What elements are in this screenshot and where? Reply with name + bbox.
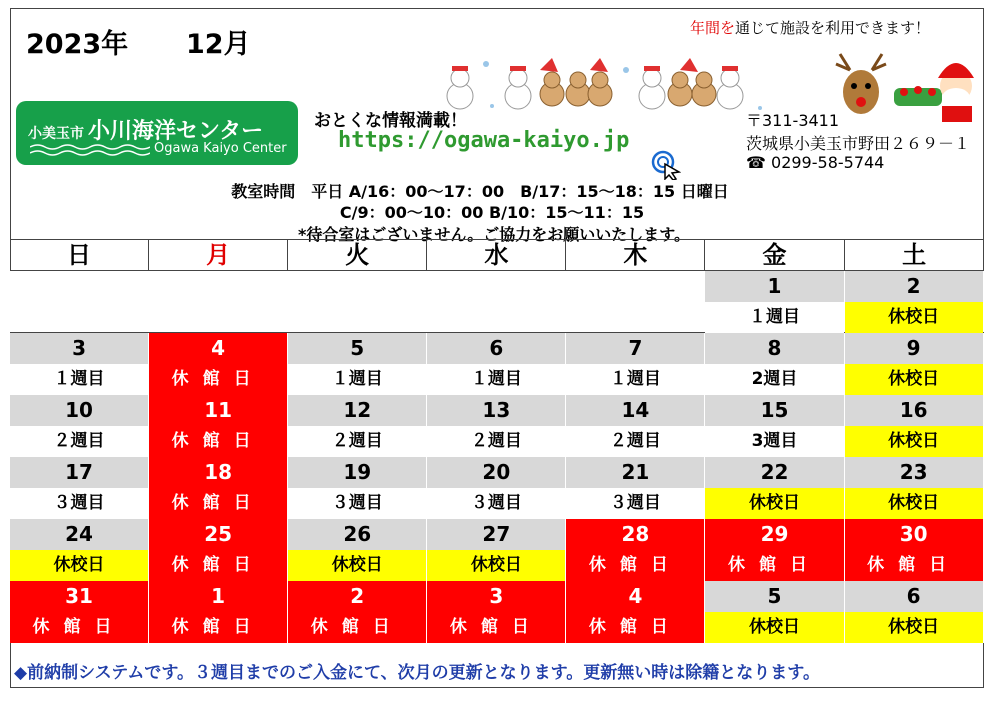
day-status: 休館日 <box>149 364 287 395</box>
calendar-day[interactable] <box>149 457 288 518</box>
calendar-day[interactable] <box>10 581 149 642</box>
calendar-day[interactable] <box>288 581 427 642</box>
calendar-day <box>566 271 705 332</box>
day-number: 6 <box>845 581 983 612</box>
year-round-notice <box>690 17 930 38</box>
weekday-thu: 木 <box>566 240 705 270</box>
calendar-day[interactable] <box>705 395 844 456</box>
weekday-sat: 土 <box>902 241 927 269</box>
day-status: ３週目 <box>427 488 565 519</box>
day-number: 17 <box>10 457 148 488</box>
calendar-day[interactable] <box>10 395 149 456</box>
calendar-day[interactable] <box>288 519 427 580</box>
calendar-day[interactable] <box>705 333 844 394</box>
day-status: 休館日 <box>705 550 843 581</box>
notice-rest: 施設を利用できます！ <box>780 19 931 37</box>
footer-note: ◆前納制システムです。３週目までのご入金にて、次月の更新となります。更新無い時は除籍となります。 <box>14 663 820 683</box>
day-number: 30 <box>845 519 983 550</box>
calendar-day[interactable] <box>566 581 705 642</box>
day-status: 休館日 <box>566 612 704 643</box>
day-number: 14 <box>566 395 704 426</box>
waiting-room-note: *待合室はございません。ご協力をお願いいたします。 <box>297 225 691 244</box>
day-number: 1 <box>149 581 287 612</box>
day-status: 休校日 <box>288 550 426 581</box>
weekday-mon: 月 <box>149 240 288 270</box>
class-hours-line1: 教室時間 平日 A/16：00～17：00 B/17：15～18：15 日曜日 <box>231 182 729 201</box>
day-status: 休校日 <box>845 488 983 519</box>
class-hours-line2: C/9：00～10：00 B/10：15～11：15 <box>339 203 645 222</box>
calendar-day <box>10 271 149 332</box>
calendar-day[interactable] <box>427 457 566 518</box>
day-number: 8 <box>705 333 843 364</box>
weekday-header <box>10 239 984 271</box>
day-number: 25 <box>149 519 287 550</box>
day-number: 7 <box>566 333 704 364</box>
postal-code: 〒311-3411 <box>746 111 840 130</box>
day-status: １週目 <box>10 364 148 395</box>
day-status: 休館日 <box>427 612 565 643</box>
day-number: 26 <box>288 519 426 550</box>
calendar-day[interactable] <box>845 519 984 580</box>
day-status: 休館日 <box>10 612 148 643</box>
calendar-day[interactable] <box>845 457 984 518</box>
day-number: 27 <box>427 519 565 550</box>
day-status: ２週目 <box>288 426 426 457</box>
weekday-wed: 水 <box>427 240 566 270</box>
phone-number: ☎ 0299-58-5744 <box>746 153 885 172</box>
calendar-day[interactable] <box>845 271 984 332</box>
calendar-day[interactable] <box>149 333 288 394</box>
snowman-decoration-icon <box>440 58 770 118</box>
logo-city: 小美玉市 <box>28 126 84 142</box>
day-number: 4 <box>566 581 704 612</box>
day-status: 休校日 <box>427 550 565 581</box>
calendar-day[interactable] <box>566 457 705 518</box>
calendar-day[interactable] <box>427 519 566 580</box>
info-label: おとくな情報満載！ <box>314 111 467 131</box>
day-number: 15 <box>705 395 843 426</box>
calendar-week <box>10 333 984 395</box>
logo-en-name: Ogawa Kaiyo Center <box>154 141 287 156</box>
cursor-click-icon <box>649 150 681 180</box>
day-number: 13 <box>427 395 565 426</box>
day-status: １週目 <box>427 364 565 395</box>
day-status: １週目 <box>288 364 426 395</box>
day-number: 2 <box>288 581 426 612</box>
day-status: ２週目 <box>566 426 704 457</box>
day-number: 3 <box>10 333 148 364</box>
day-number: 11 <box>149 395 287 426</box>
weekday-fri: 金 <box>705 240 844 270</box>
day-number: 18 <box>149 457 287 488</box>
day-number: 2 <box>845 271 983 302</box>
calendar-day[interactable] <box>705 519 844 580</box>
day-status: １週目 <box>705 302 843 333</box>
day-number: 20 <box>427 457 565 488</box>
day-status: 休校日 <box>705 612 843 643</box>
day-number: 4 <box>149 333 287 364</box>
day-status: 休館日 <box>566 550 704 581</box>
day-status: 休館日 <box>149 426 287 457</box>
day-number: 6 <box>427 333 565 364</box>
day-status: 休校日 <box>845 426 983 457</box>
day-status: 休校日 <box>845 612 983 643</box>
day-number: 29 <box>705 519 843 550</box>
calendar-day[interactable] <box>288 333 427 394</box>
day-number: 31 <box>10 581 148 612</box>
calendar-weeks <box>10 271 984 643</box>
weekday-sun: 日 <box>10 240 149 270</box>
center-logo <box>16 101 298 165</box>
calendar-day <box>288 271 427 332</box>
calendar-week <box>10 395 984 457</box>
day-number: 3 <box>427 581 565 612</box>
day-number: 23 <box>845 457 983 488</box>
notice-red-part: 年間を <box>690 19 736 37</box>
calendar-day[interactable] <box>149 395 288 456</box>
calendar-day[interactable] <box>427 395 566 456</box>
calendar-day[interactable] <box>566 395 705 456</box>
day-number: 28 <box>566 519 704 550</box>
day-number: 5 <box>288 333 426 364</box>
calendar-week <box>10 581 984 643</box>
day-status: 休館日 <box>149 612 287 643</box>
website-link[interactable]: https://ogawa-kaiyo.jp <box>338 128 630 153</box>
calendar-day[interactable] <box>149 581 288 642</box>
day-status: ２週目 <box>10 426 148 457</box>
day-status: 2週目 <box>705 364 843 395</box>
day-number: 22 <box>705 457 843 488</box>
day-number: 16 <box>845 395 983 426</box>
day-status: 休校日 <box>845 364 983 395</box>
calendar-day[interactable] <box>845 581 984 642</box>
day-status: 休校日 <box>845 302 983 333</box>
calendar-day[interactable] <box>288 395 427 456</box>
logo-center: 小川海洋センター <box>88 119 264 144</box>
calendar-day[interactable] <box>10 519 149 580</box>
wave-icon <box>30 143 150 157</box>
day-status: 3週目 <box>705 426 843 457</box>
day-status: ３週目 <box>288 488 426 519</box>
calendar-day[interactable] <box>845 395 984 456</box>
day-status: ３週目 <box>10 488 148 519</box>
calendar-day[interactable] <box>10 457 149 518</box>
day-status: 休館日 <box>288 612 426 643</box>
calendar-day[interactable] <box>566 519 705 580</box>
calendar-day[interactable] <box>705 581 844 642</box>
calendar-day[interactable] <box>288 457 427 518</box>
address: 茨城県小美玉市野田２６９－１ <box>746 134 971 153</box>
calendar-day[interactable] <box>705 271 844 332</box>
calendar-day <box>149 271 288 332</box>
day-number: 5 <box>705 581 843 612</box>
notice-black-part: 通じて <box>735 19 781 37</box>
day-number: 1 <box>705 271 843 302</box>
calendar-day[interactable] <box>566 333 705 394</box>
calendar-day[interactable] <box>149 519 288 580</box>
reindeer-santa-icon <box>832 52 982 124</box>
year-title: 2023年 <box>26 29 129 60</box>
day-status: １週目 <box>566 364 704 395</box>
day-status: ３週目 <box>566 488 704 519</box>
day-status: 休館日 <box>845 550 983 581</box>
calendar-week <box>10 271 984 333</box>
day-number: 19 <box>288 457 426 488</box>
day-status: 休校日 <box>10 550 148 581</box>
day-status: 休館日 <box>149 488 287 519</box>
day-number: 12 <box>288 395 426 426</box>
day-number: 9 <box>845 333 983 364</box>
day-number: 24 <box>10 519 148 550</box>
calendar-day[interactable] <box>10 333 149 394</box>
day-status: 休館日 <box>149 550 287 581</box>
calendar-day[interactable] <box>845 333 984 394</box>
calendar-grid <box>10 239 984 643</box>
calendar-day <box>427 271 566 332</box>
day-number: 10 <box>10 395 148 426</box>
month-title: 12月 <box>186 29 251 60</box>
day-number: 21 <box>566 457 704 488</box>
calendar-week <box>10 519 984 581</box>
day-status: ２週目 <box>427 426 565 457</box>
calendar-day[interactable] <box>705 457 844 518</box>
calendar-day[interactable] <box>427 581 566 642</box>
weekday-tue: 火 <box>288 240 427 270</box>
day-status: 休校日 <box>705 488 843 519</box>
calendar-week <box>10 457 984 519</box>
calendar-day[interactable] <box>427 333 566 394</box>
